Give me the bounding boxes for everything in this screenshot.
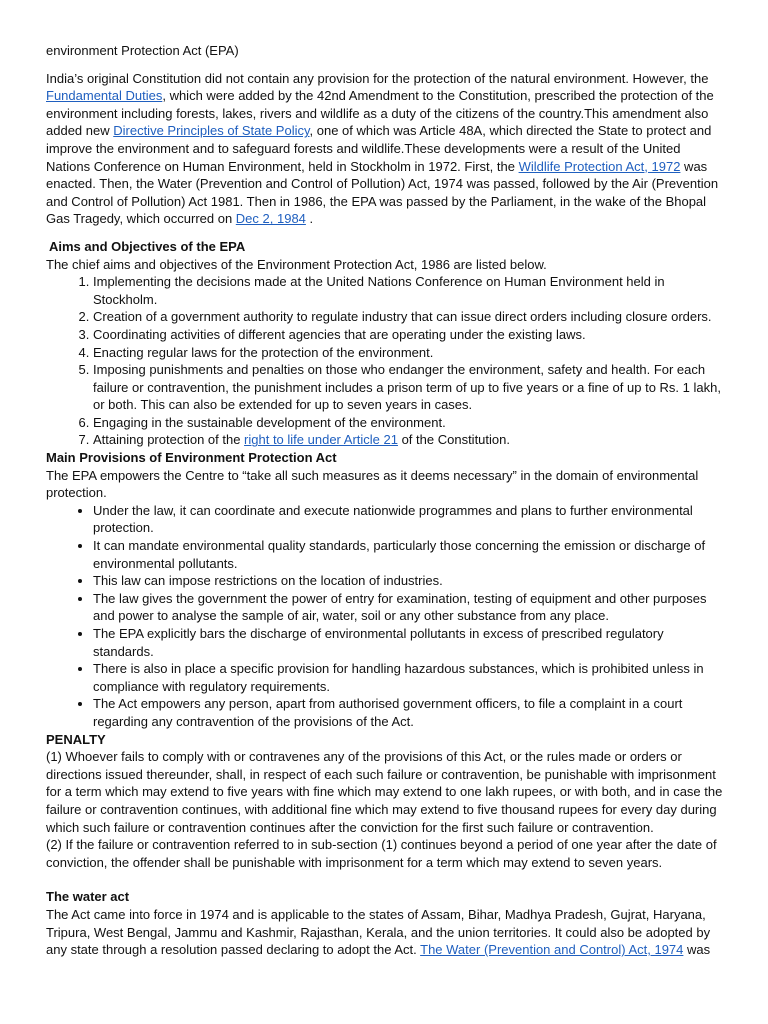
aims-list-item: 4. Enacting regular laws for the protection of the environment. xyxy=(93,344,726,362)
penalty-paragraph-1: (1) Whoever fails to comply with or contravenes any of the provisions of this Act, or the rules made or orders or directions issued thereunder, shall, in respect of each such failure or contravention, be punishable with imprisonment for a term which may extend to five years with fine which may extend to one lakh rupees, or with both, and in case the failure or contravention continues, with additional fine which may extend to five thousand rupees for every day during which such failure or contravention continues after the conviction for the first such failure or contravention. xyxy=(46,749,723,835)
intro-paragraph xyxy=(46,70,726,228)
intro-text-5: . xyxy=(305,211,314,227)
penalty-paragraph-2: (2) If the failure or contravention referred to in sub-section (1) continues beyond a period of one year after the date of conviction, the offender shall be punishable with imprisonment for a term which may extend to seven years. xyxy=(46,837,717,870)
provisions-list-item: • The EPA explicitly bars the discharge of environmental pollutants in excess of prescribed regulatory standards. xyxy=(93,625,726,660)
provisions-list-item: • The law gives the government the power of entry for examination, testing of equipment and other purposes and power to analyse the sample of air, water, soil or any other substance from any place. xyxy=(93,590,726,625)
intro-text-4: was enacted. Then, the Water (Prevention and Control of Pollution) Act, 1974 was passed, followed by the Air (Prevention and Control of Pollution) Act 1981. Then in 1986, the EPA was passed by the Parliament, in the wake of the Bhopal Gas Tragedy, which occurred on xyxy=(46,158,719,227)
aims-list-item: 6. Engaging in the sustainable development of the environment. xyxy=(93,414,726,432)
provisions-list-item: • Under the law, it can coordinate and execute nationwide programmes and plans to further environmental protection. xyxy=(93,502,726,537)
provisions-list xyxy=(46,502,726,731)
penalty-heading: PENALTY xyxy=(46,731,106,747)
aims-list xyxy=(46,273,726,449)
provisions-lead: The EPA empowers the Centre to “take all such measures as it deems necessary” in the domain of environmental protection. xyxy=(46,467,699,501)
fundamental-duties-link[interactable]: Fundamental Duties xyxy=(46,88,163,104)
provisions-list-item: • This law can impose restrictions on the location of industries. xyxy=(93,572,726,590)
aims-list-item: 3. Coordinating activities of different agencies that are operating under the existing laws. xyxy=(93,326,726,344)
aims-list-item: 2. Creation of a government authority to regulate industry that can issue direct orders including closure orders. xyxy=(93,308,726,326)
provisions-list-item: • It can mandate environmental quality standards, particularly those concerning the emission or discharge of environmental pollutants. xyxy=(93,537,726,572)
aims-heading: Aims and Objectives of the EPA xyxy=(49,238,246,254)
spacer xyxy=(46,871,726,888)
aims-list-item: 1. Implementing the decisions made at the United Nations Conference on Human Environment held in Stockholm. xyxy=(93,273,726,308)
intro-text-2: , which were added by the 42nd Amendment to the Constitution, prescribed the protection of the environment including forests, lakes, rivers and wildlife as a duty of the citizens of the country.This amendment also added new xyxy=(46,88,714,139)
water-act-1974-link[interactable]: The Water (Prevention and Control) Act, 1974 xyxy=(420,942,684,958)
provisions-heading: Main Provisions of Environment Protection Act xyxy=(46,450,337,466)
water-act-heading: The water act xyxy=(46,889,130,905)
provisions-list-item: • There is also in place a specific provision for handling hazardous substances, which is prohibited unless in compliance with regulatory requirements. xyxy=(93,660,726,695)
aims-list-item: 5. Imposing punishments and penalties on those who endanger the environment, safety and health. For each failure or contravention, the punishment includes a prison term of up to five years or a fine of up to Rs. 1 lakh, or both. This can also be extended for up to seven years in cases. xyxy=(93,361,726,414)
wildlife-protection-act-link[interactable]: Wildlife Protection Act, 1972 xyxy=(518,158,681,174)
document-page xyxy=(46,42,726,959)
intro-text-3: , one of which was Article 48A, which directed the State to protect and improve the environment and to safeguard forests and wildlife.These developments were a result of the United Nations Conference on Human Environment, held in Stockholm in 1972. First, the xyxy=(46,123,712,174)
dec-2-1984-link[interactable]: Dec 2, 1984 xyxy=(235,211,306,227)
aims-lead: The chief aims and objectives of the Environment Protection Act, 1986 are listed below. xyxy=(46,256,547,272)
document-title: environment Protection Act (EPA) xyxy=(46,43,239,58)
aims-item7-suffix: of the Constitution. xyxy=(397,432,510,448)
intro-text-1: India’s original Constitution did not contain any provision for the protection of the natural environment. However, the xyxy=(46,70,709,86)
aims-list-item xyxy=(93,431,726,449)
aims-item7-text: Attaining protection of the xyxy=(93,432,245,448)
water-act-text: The Act came into force in 1974 and is applicable to the states of Assam, Bihar, Madhya Pradesh, Gujrat, Haryana, Tripura, West Bengal, Jammu and Kashmir, Rajasthan, Kerala, and the union territories. It could also be adopted by any state through a resolution passed declaring to adopt the Act. xyxy=(46,906,711,958)
provisions-list-item: • The Act empowers any person, apart from authorised government officers, to file a complaint in a court regarding any contravention of the provisions of the Act. xyxy=(93,695,726,730)
directive-principles-link[interactable]: Directive Principles of State Policy xyxy=(113,123,310,139)
water-act-text-suffix: was xyxy=(683,942,711,958)
article-21-link[interactable]: right to life under Article 21 xyxy=(244,432,398,448)
water-act-paragraph xyxy=(46,906,726,959)
